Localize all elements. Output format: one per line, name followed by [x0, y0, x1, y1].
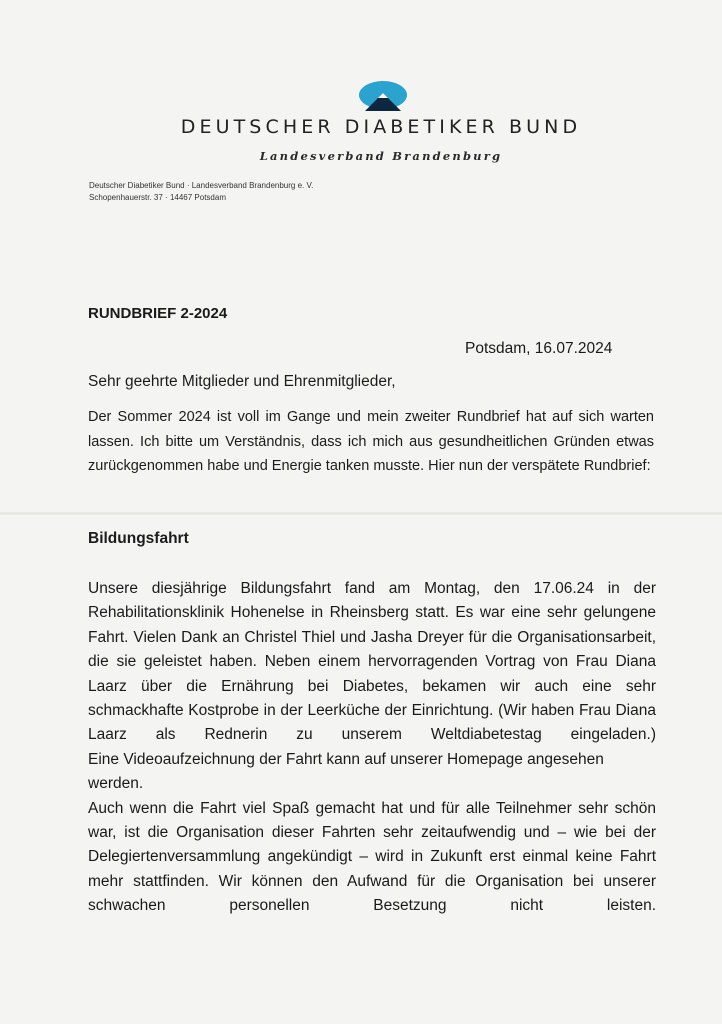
intro-paragraph: Der Sommer 2024 ist voll im Gange und mein zweiter Rundbrief hat auf sich warten lassen. Ich bitte um Verständnis, dass ich mich aus gesundheitlichen Gründen etwas zurückgenommen habe und Energie tanken musste. Hier nun der verspätete Rundbrief:	[88, 409, 654, 474]
section-body	[88, 577, 656, 919]
place-date: Potsdam, 16.07.2024	[465, 340, 613, 357]
organization-subtitle: Landesverband Brandenburg	[259, 149, 503, 163]
body-paragraph: Eine Videoaufzeichnung der Fahrt kann auf unserer Homepage angesehen werden.	[88, 750, 604, 793]
body-paragraph: Auch wenn die Fahrt viel Spaß gemacht hat und für alle Teilnehmer sehr schön war, ist die Organisation dieser Fahrten sehr zeitaufwendig und – wie bei der Delegiertenversammlung angekündigt – wird in Zukunft erst einmal keine Fahrt mehr stattfinden. Wir können den Aufwand für die Organisation bei unserer schwachen personellen Besetzung nicht leisten.	[88, 799, 656, 915]
section-heading: Bildungsfahrt	[88, 530, 189, 547]
letter-title: RUNDBRIEF 2-2024	[88, 305, 228, 322]
mountain-logo-icon	[358, 80, 408, 114]
address-line: Schopenhauerstr. 37 · 14467 Potsdam	[89, 193, 226, 202]
salutation: Sehr geehrte Mitglieder und Ehrenmitglieder,	[88, 373, 396, 390]
sender-address	[89, 180, 313, 204]
address-line: Deutscher Diabetiker Bund · Landesverband Brandenburg e. V.	[89, 181, 314, 190]
organization-name: DEUTSCHER DIABETIKER BUND	[180, 116, 582, 138]
paper-fold-line	[0, 512, 722, 515]
body-paragraph: Unsere diesjährige Bildungsfahrt fand am Montag, den 17.06.24 in der Rehabilitationsklinik Hohenelse in Rheinsberg statt. Es war eine sehr gelungene Fahrt. Vielen Dank an Christel Thiel und Jasha Dreyer für die Organisationsarbeit, die sie geleistet haben. Neben einem hervorragenden Vortrag von Frau Diana Laarz über die Ernährung bei Diabetes, bekamen wir auch eine sehr schmackhafte Kostprobe in der Leerküche der Einrichtung. (Wir haben Frau Diana Laarz als Rednerin zu unserem Weltdiabetestag eingeladen.)	[88, 580, 656, 744]
